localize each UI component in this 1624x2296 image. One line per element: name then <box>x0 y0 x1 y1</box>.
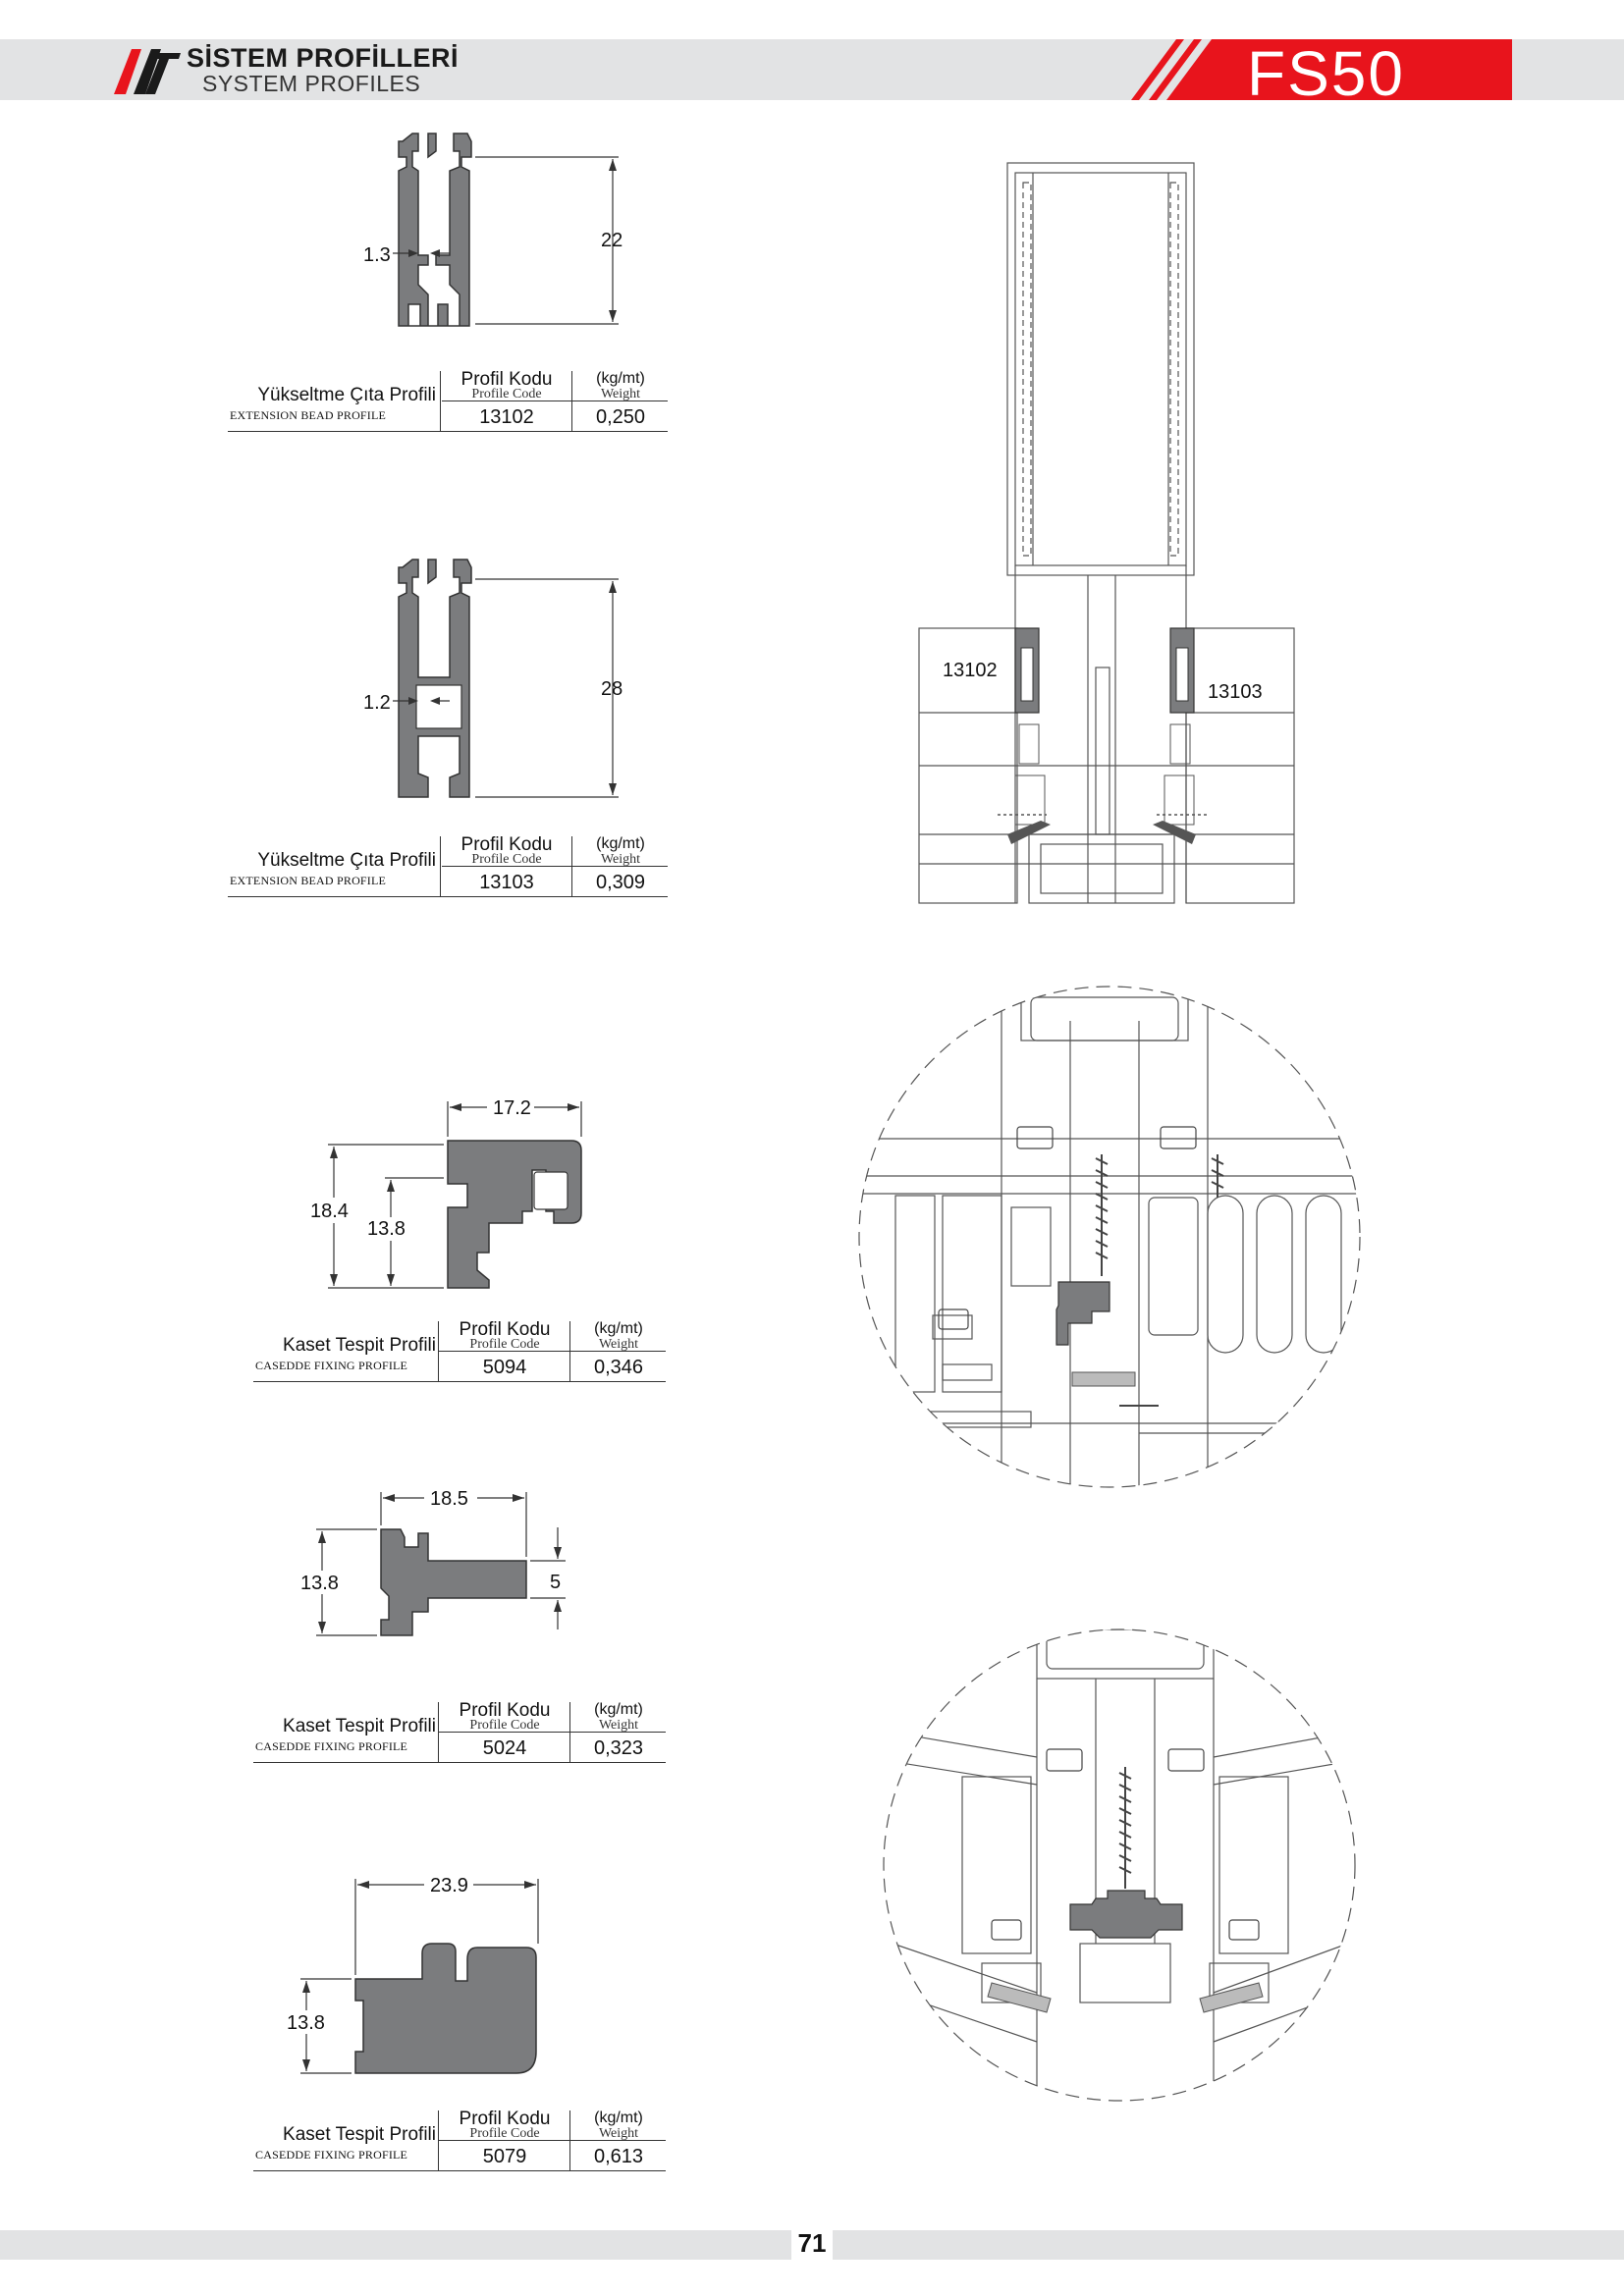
profile-weight: 0,309 <box>595 872 646 893</box>
profile-code: 13103 <box>479 872 534 893</box>
page-number: 71 <box>797 2228 827 2258</box>
profile-name: Kaset Tespit Profili <box>283 1335 436 1356</box>
profile-5024-drawing <box>295 1472 609 1649</box>
spec-table-5094 <box>253 1321 666 1382</box>
header-code-en: Profile Code <box>469 2126 540 2141</box>
header-weight: (kg/mt) <box>594 1320 643 1337</box>
header-code: Profil Kodu <box>460 834 553 855</box>
profile-name: Yükseltme Çıta Profili <box>257 385 436 405</box>
dim-width-5079: 23.9 <box>430 1875 468 1896</box>
brand-title: SİSTEM PROFİLLERİ <box>187 43 460 73</box>
profile-code: 5079 <box>482 2146 527 2167</box>
dim-inner-5094: 13.8 <box>367 1218 406 1240</box>
detail-view-1 <box>835 962 1384 1512</box>
header-weight-en: Weight <box>600 387 641 401</box>
dim-height-5024: 13.8 <box>300 1573 339 1594</box>
dim-width-5094: 17.2 <box>493 1097 531 1119</box>
header-code: Profil Kodu <box>459 1319 551 1340</box>
profile-code: 5094 <box>482 1357 527 1378</box>
header-code-en: Profile Code <box>471 387 542 401</box>
header-code-en: Profile Code <box>469 1337 540 1352</box>
dim-width-5024: 18.5 <box>430 1488 468 1510</box>
profile-name-en: CASEDDE FIXING PROFILE <box>255 2148 408 2162</box>
profile-name-en: EXTENSION BEAD PROFILE <box>230 874 387 887</box>
detail-view-2 <box>864 1610 1375 2120</box>
model-title: FS50 <box>1247 38 1405 109</box>
profile-weight: 0,323 <box>593 1737 644 1759</box>
dim-height-13102: 22 <box>601 230 623 251</box>
profile-name-en: EXTENSION BEAD PROFILE <box>230 408 387 422</box>
dim-height-5079: 13.8 <box>287 2012 325 2034</box>
header-weight-en: Weight <box>598 2126 639 2141</box>
profile-code: 13102 <box>479 406 534 428</box>
profile-5079-drawing <box>275 1855 589 2091</box>
spec-table-13103 <box>228 836 668 897</box>
header-code-en: Profile Code <box>471 852 542 867</box>
dim-height-13103: 28 <box>601 678 623 700</box>
section-view-drawing <box>913 157 1306 913</box>
header-code-en: Profile Code <box>469 1718 540 1733</box>
dim-height-5094: 18.4 <box>310 1201 349 1222</box>
header-weight-en: Weight <box>598 1718 639 1733</box>
spec-table-5079 <box>253 2110 666 2171</box>
spec-table-13102 <box>228 371 668 432</box>
header-code: Profil Kodu <box>460 369 553 390</box>
profile-weight: 0,346 <box>593 1357 644 1378</box>
brand-subtitle: SYSTEM PROFILES <box>202 71 421 96</box>
profile-weight: 0,250 <box>595 406 646 428</box>
dim-thickness-5024: 5 <box>550 1572 562 1593</box>
header-weight: (kg/mt) <box>594 2109 643 2126</box>
profile-name: Kaset Tespit Profili <box>283 1716 436 1736</box>
brand-logo <box>110 43 185 98</box>
header-weight-en: Weight <box>598 1337 639 1352</box>
spec-table-5024 <box>253 1702 666 1763</box>
profile-weight: 0,613 <box>593 2146 644 2167</box>
dim-wall-13102: 1.3 <box>363 244 391 266</box>
header-code: Profil Kodu <box>459 1700 551 1721</box>
profile-5094-drawing <box>295 1080 609 1315</box>
callout-13103: 13103 <box>1208 681 1263 703</box>
callout-13102: 13102 <box>943 660 998 681</box>
header-weight: (kg/mt) <box>596 835 645 852</box>
profile-name-en: CASEDDE FIXING PROFILE <box>255 1739 408 1753</box>
header-weight: (kg/mt) <box>596 370 645 387</box>
header-weight-en: Weight <box>600 852 641 867</box>
header-code: Profil Kodu <box>459 2109 551 2129</box>
profile-name: Yükseltme Çıta Profili <box>257 850 436 871</box>
profile-code: 5024 <box>482 1737 527 1759</box>
dim-wall-13103: 1.2 <box>363 692 391 714</box>
header-weight: (kg/mt) <box>594 1701 643 1718</box>
profile-name: Kaset Tespit Profili <box>283 2124 436 2145</box>
profile-13102-drawing <box>334 128 668 334</box>
profile-13103-drawing <box>334 550 668 805</box>
profile-name-en: CASEDDE FIXING PROFILE <box>255 1359 408 1372</box>
